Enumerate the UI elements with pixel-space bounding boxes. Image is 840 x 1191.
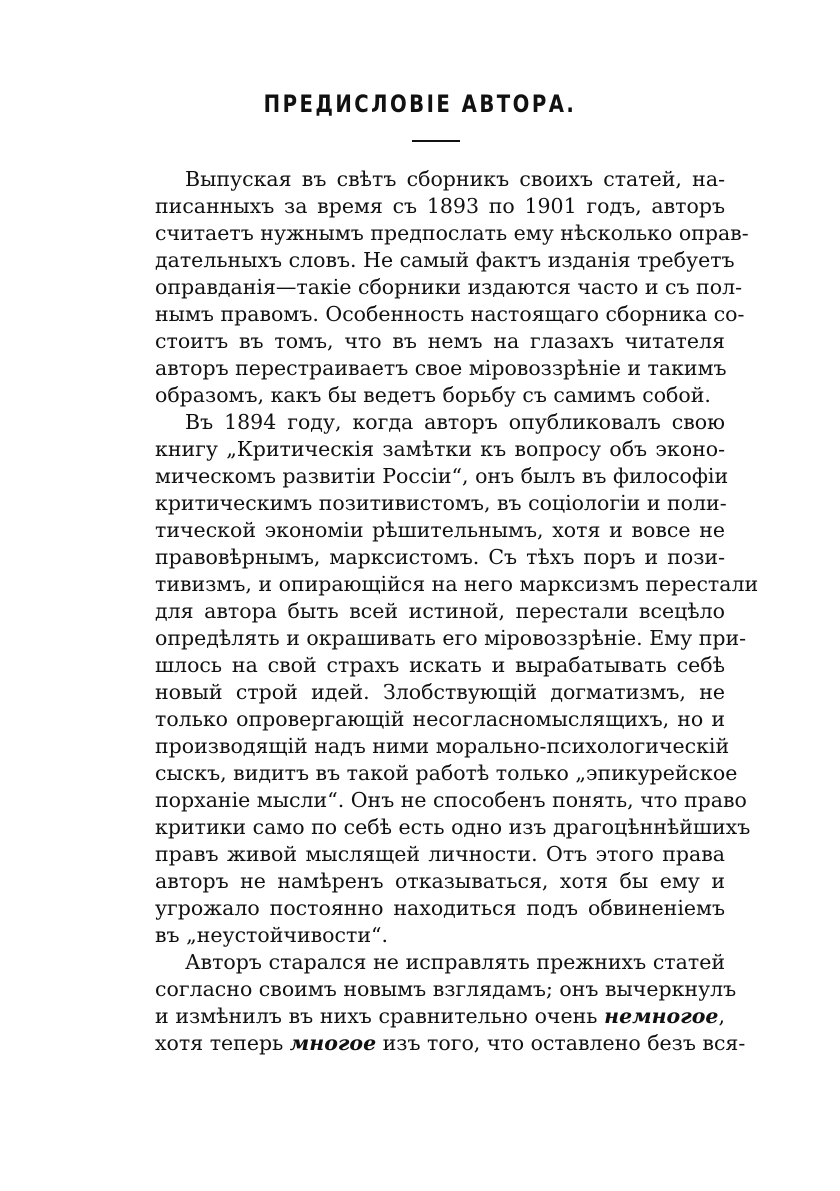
text-segment: хотя теперь — [155, 1031, 290, 1055]
title-rule — [412, 140, 460, 142]
emphasized-word: немногое — [604, 1004, 719, 1028]
text-line: дательныхъ словъ. Не самый фактъ изданія требуетъ — [155, 248, 735, 272]
text-line: шлось на свой страхъ искать и вырабатывать себѣ — [155, 653, 725, 677]
text-line: Авторъ старался не исправлять прежнихъ статей — [185, 950, 725, 974]
text-line — [155, 1003, 725, 1030]
text-line: тической экономіи рѣшительнымъ, хотя и вовсе не — [155, 518, 725, 542]
text-line: правъ живой мыслящей личности. Отъ этого права — [155, 842, 725, 866]
body-text — [155, 166, 759, 1057]
text-line: только опровергающій несогласномыслящихъ, но и — [155, 707, 725, 731]
page-title: ПРЕДИСЛОВІЕ АВТОРА. — [263, 90, 577, 118]
text-line: нымъ правомъ. Особенность настоящаго сборника со- — [155, 302, 745, 326]
text-line: производящій надъ ними морально-психологическій — [155, 734, 730, 758]
text-line: книгу „Критическія замѣтки къ вопросу объ эконо- — [155, 437, 725, 461]
text-line: тивизмъ, и опирающійся на него марксизмъ перестали — [155, 572, 759, 596]
text-segment: и измѣнилъ въ нихъ сравнительно очень — [155, 1004, 605, 1028]
text-line: мическомъ развитіи Россіи“, онъ былъ въ философіи — [155, 464, 729, 488]
text-line: стоитъ въ томъ, что въ немъ на глазахъ читателя — [155, 329, 725, 353]
text-line: писанныхъ за время съ 1893 по 1901 годъ, авторъ — [155, 194, 725, 218]
text-line: считаетъ нужнымъ предпослать ему нѣсколько оправ- — [155, 221, 749, 245]
text-line: новый строй идей. Злобствующій догматизмъ, не — [155, 680, 725, 704]
text-line: порханіе мысли“. Онъ не способенъ понять, что право — [155, 788, 747, 812]
text-line: Въ 1894 году, когда авторъ опубликовалъ свою — [185, 410, 725, 434]
text-line: согласно своимъ новымъ взглядамъ; онъ вычеркнулъ — [155, 977, 737, 1001]
text-line: Выпуская въ свѣтъ сборникъ своихъ статей, на- — [185, 167, 725, 191]
emphasized-word: многое — [289, 1031, 377, 1055]
text-line: правовѣрнымъ, марксистомъ. Съ тѣхъ поръ и пози- — [155, 545, 725, 569]
text-line: авторъ не намѣренъ отказываться, хотя бы ему и — [155, 869, 725, 893]
text-line: авторъ перестраиваетъ свое міровоззрѣніе и такимъ — [155, 356, 727, 380]
text-line: угрожало постоянно находиться подъ обвиненіемъ — [155, 896, 725, 920]
text-line — [155, 1030, 746, 1057]
text-line: для автора быть всей истиной, перестали всецѣло — [155, 599, 725, 623]
text-line: въ „неустойчивости“. — [155, 923, 388, 947]
text-segment: изъ того, что оставлено безъ вся- — [376, 1031, 746, 1055]
text-segment: , — [718, 1004, 725, 1028]
text-line: критическимъ позитивистомъ, въ соціологіи и поли- — [155, 491, 727, 515]
text-line: опредѣлять и окрашивать его міровоззрѣніе. Ему при- — [155, 626, 747, 650]
text-line: оправданія—такіе сборники издаются часто и съ пол- — [155, 275, 743, 299]
text-line: образомъ, какъ бы ведетъ борьбу съ самимъ собой. — [155, 383, 711, 407]
text-line: критики само по себѣ есть одно изъ драгоцѣннѣйшихъ — [155, 815, 751, 839]
text-line: сыскъ, видитъ въ такой работѣ только „эпикурейское — [155, 761, 738, 785]
